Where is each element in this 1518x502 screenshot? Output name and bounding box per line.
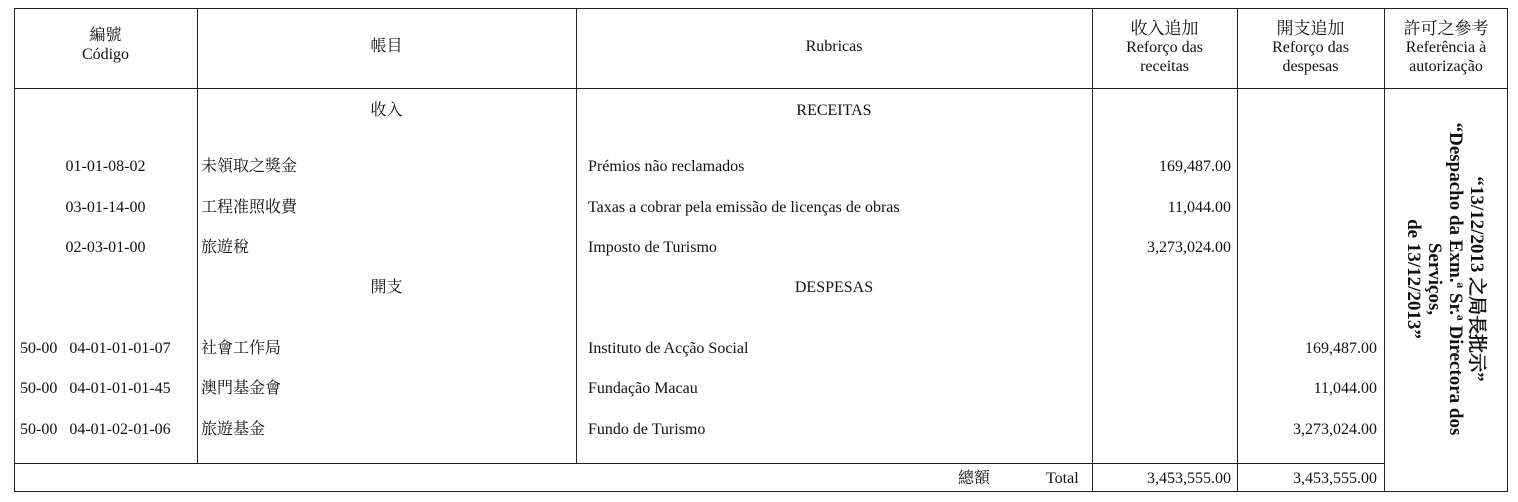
header-revenue	[1092, 19, 1237, 76]
total-top-line	[14, 463, 1384, 464]
section-despesas-pt: DESPESAS	[794, 279, 874, 296]
row-account-zh: 未領取之獎金	[201, 158, 298, 175]
row-revenue-amount: 169,487.00	[1159, 158, 1231, 175]
row-rubrica: Fundo de Turismo	[588, 421, 706, 438]
authorization-line: de 13/12/2013”	[1403, 218, 1424, 339]
total-expense-amount: 3,453,555.00	[1293, 470, 1377, 487]
header-revenue-pt1: Reforço das	[1126, 39, 1203, 56]
row-rubrica: Taxas a cobrar pela emissão de licenças de obras	[588, 199, 900, 216]
authorization-line: “Despacho da Exm.ª Sr.ª Directora dos	[1445, 122, 1466, 435]
row-account-zh: 社會工作局	[201, 340, 282, 357]
row-code: 50-00 04-01-02-01-06	[20, 421, 171, 438]
header-account-zh: 帳目	[370, 38, 403, 55]
header-code-pt: Código	[81, 46, 130, 63]
header-reference-pt2: autorização	[1409, 58, 1483, 75]
authorization-reference	[1384, 96, 1506, 461]
header-rubricas	[576, 37, 1092, 56]
row-rubrica: Instituto de Acção Social	[588, 340, 749, 357]
header-account	[197, 37, 576, 56]
total-label-pt: Total	[1046, 470, 1079, 487]
authorization-line: “13/12/2013 之局長批示”	[1466, 175, 1487, 382]
header-expense-zh: 開支追加	[1276, 19, 1345, 38]
row-code: 50-00 04-01-01-01-45	[20, 380, 171, 397]
row-account-zh: 旅遊稅	[201, 239, 250, 256]
row-code: 02-03-01-00	[65, 239, 146, 256]
row-code: 03-01-14-00	[65, 199, 146, 216]
header-reference-zh: 許可之參考	[1403, 19, 1489, 38]
row-code: 50-00 04-01-01-01-07	[20, 340, 171, 357]
row-rubrica: Fundação Macau	[588, 380, 698, 397]
row-account-zh: 工程准照收費	[201, 199, 298, 216]
header-bottom-line	[14, 88, 1508, 89]
header-reference	[1384, 19, 1508, 76]
section-despesas-zh: 開支	[370, 279, 403, 296]
header-expense-pt1: Reforço das	[1272, 39, 1349, 56]
row-account-zh: 旅遊基金	[201, 421, 266, 438]
header-code	[14, 26, 197, 64]
row-rubrica: Imposto de Turismo	[588, 239, 717, 256]
header-expense-pt2: despesas	[1282, 58, 1339, 75]
total-revenue-amount: 3,453,555.00	[1147, 470, 1231, 487]
row-revenue-amount: 11,044.00	[1167, 199, 1231, 216]
row-expense-amount: 11,044.00	[1313, 380, 1377, 397]
row-code: 01-01-08-02	[65, 158, 146, 175]
authorization-line: Serviços,	[1424, 242, 1445, 315]
col-divider	[576, 8, 577, 463]
header-revenue-zh: 收入追加	[1130, 19, 1199, 38]
header-code-zh: 編號	[89, 27, 122, 44]
row-rubrica: Prémios não reclamados	[588, 158, 745, 175]
row-expense-amount: 169,487.00	[1305, 340, 1377, 357]
row-expense-amount: 3,273,024.00	[1293, 421, 1377, 438]
row-account-zh: 澳門基金會	[201, 380, 282, 397]
section-receitas-zh: 收入	[370, 102, 403, 119]
header-reference-pt1: Referência à	[1405, 39, 1487, 56]
col-divider	[197, 8, 198, 463]
total-label-zh: 總額	[958, 470, 991, 487]
section-receitas-pt: RECEITAS	[796, 102, 872, 119]
header-expense	[1237, 19, 1384, 76]
header-rubricas-label: Rubricas	[805, 38, 863, 55]
header-revenue-pt2: receitas	[1140, 58, 1189, 75]
row-revenue-amount: 3,273,024.00	[1147, 239, 1231, 256]
